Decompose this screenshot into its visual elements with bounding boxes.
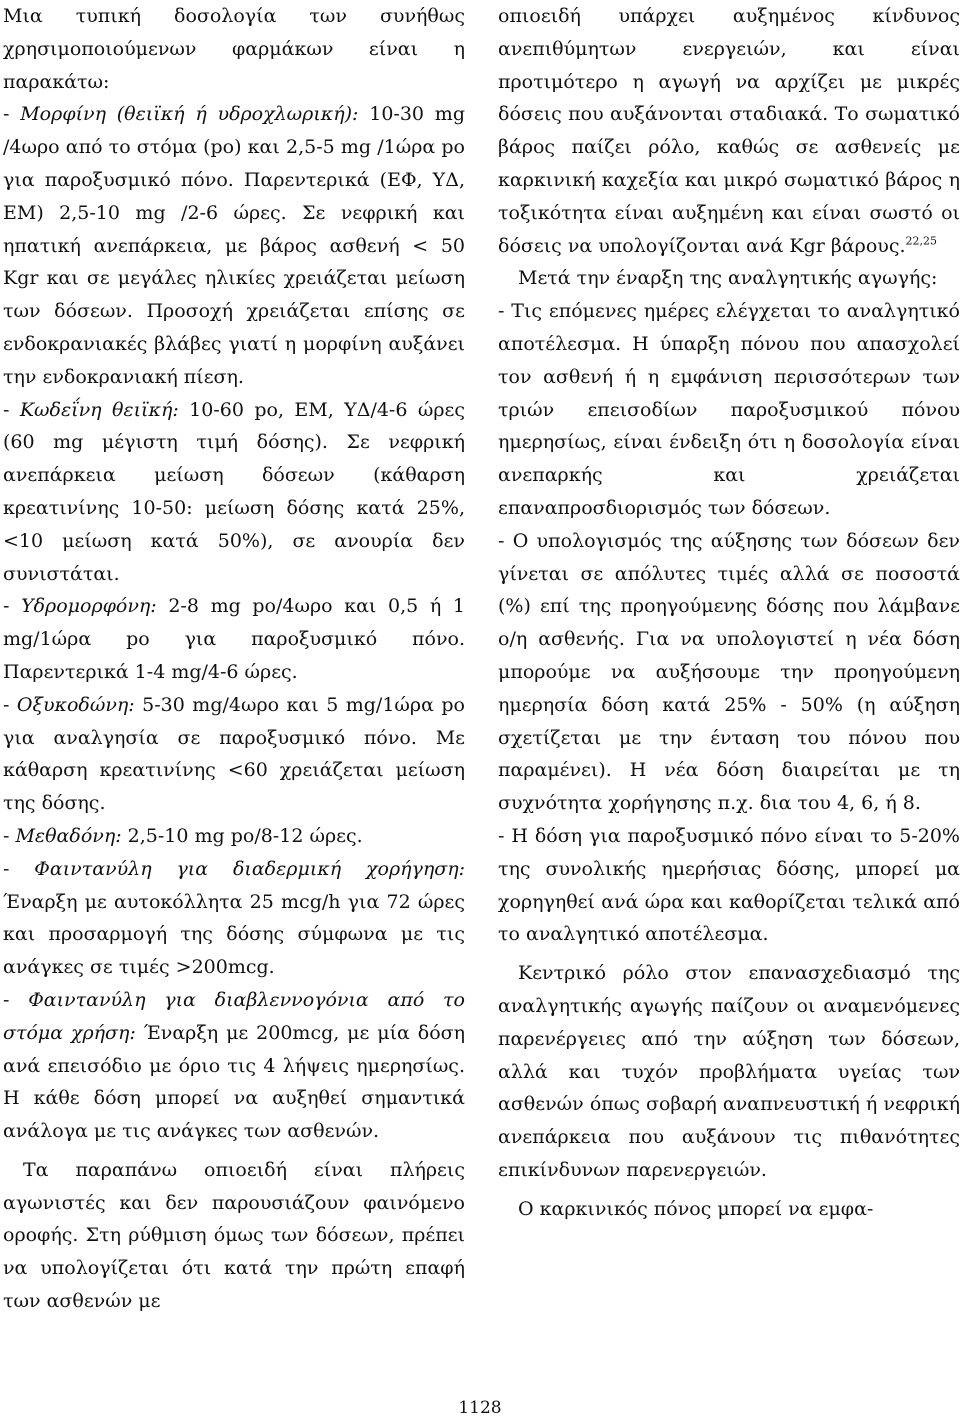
- morphine-text: 10-30 mg /4ωρο από το στόμα (po) και 2,5-5 mg /1ώρα po για παροξυσμικό πόνο. Παρεντερικά (ΕΦ, ΥΔ, ΕΜ) 2,5-10 mg /2-6 ώρες. Σε νεφρική και ηπατική ανεπάρκεια, με βάρος ασθενή < 50 Kgr και σε μεγάλες ηλικίες χρειάζεται μείωση των δόσεων. Προσοχή χρειάζεται επίσης σε ενδοκρανιακές βλάβες γιατί η μορφίνη αυξάνει την ενδοκρανιακή πίεση.: [3, 103, 465, 388]
- methadone-dosage: [3, 820, 465, 853]
- fentanyl-oral-text: Έναρξη με 200mcg, με μία δόση ανά επεισόδιο με όριο τις 4 λήψεις ημερησίως. Η κάθε δόση μπορεί να αυξηθεί σημαντικά ανάλογα με τις ανάγκες των ασθενών.: [3, 1021, 465, 1143]
- reference-superscript: 22,25: [905, 234, 938, 248]
- codeine-dosage: [3, 394, 465, 591]
- bullet-dash: -: [3, 103, 21, 126]
- intro-paragraph: Μια τυπική δοσολογία των συνήθως χρησιμοποιούμενων φαρμάκων είναι η παρακάτω:: [3, 5, 465, 93]
- fentanyl-transdermal-dosage: [3, 853, 465, 984]
- page-number: 1128: [458, 1398, 502, 1418]
- oxycodone-dosage: [3, 689, 465, 820]
- oxycodone-text: 5-30 mg/4ωρο και 5 mg/1ώρα po για αναλγησία σε παροξυσμικό πόνο. Με κάθαρση κρεατινίνης <60 χρειάζεται μείωση της δόσης.: [3, 693, 465, 815]
- bullet-dash: -: [3, 693, 17, 716]
- central-role-paragraph: Κεντρικό ρόλο στον επανασχεδιασμό της αναλγητικής αγωγής παίζουν οι αναμενόμενες παρενέργειες από την αύξηση των δόσεων, αλλά και τυχόν προβλήματα υγείας των ασθενών όπως σοβαρή αναπνευστική ή νεφρική ανεπάρκεια που αυξάνουν τις πιθανότητες επικίνδυνων παρενεργειών.: [498, 962, 960, 1181]
- bullet-dash: -: [3, 398, 20, 421]
- bullet-dash: -: [3, 595, 22, 618]
- bullet-dash: -: [3, 988, 29, 1011]
- left-column: [3, 0, 465, 1318]
- drug-name-codeine: Κωδεΐνη θειϊκή:: [19, 398, 179, 421]
- right-column: [498, 0, 960, 1225]
- continuation-text: οπιοειδή υπάρχει αυξημένος κίνδυνος ανεπιθύμητων ενεργειών, και είναι προτιμότερο η αγωγή να αρχίζει με μικρές δόσεις που αυξάνονται σταδιακά. Το σωματικό βάρος παίζει ρόλο, καθώς σε ασθενείς με καρκινική καχεξία και μικρό σωματικό βάρος η τοξικότητα είναι αυξημένη και είναι σωστό οι δόσεις να υπολογίζονται ανά Kgr βάρους.: [498, 5, 960, 257]
- fentanyl-oral-dosage: [3, 984, 465, 1148]
- after-start-paragraph: Μετά την έναρξη της αναλγητικής αγωγής:: [518, 267, 938, 290]
- drug-name-fentanyl-transdermal: Φαιντανύλη για διαδερμική χορήγηση:: [34, 857, 465, 880]
- drug-name-methadone: Μεθαδόνη:: [15, 824, 122, 847]
- drug-name-hydromorphone: Υδρομορφόνη:: [21, 595, 157, 618]
- hydromorphone-dosage: [3, 590, 465, 688]
- hydromorphone-text: 2-8 mg po/4ωρο και 0,5 ή 1 mg/1ώρα po για παροξυσμικό πόνο. Παρεντερικά 1-4 mg/4-6 ώρες.: [3, 595, 465, 683]
- bullet-analgesic-effect: - Τις επόμενες ημέρες ελέγχεται το αναλγητικό αποτέλεσμα. Η ύπαρξη πόνου που απασχολεί τον ασθενή ή η εμφάνιση περισσότερων των τριών επεισοδίων παροξυσμικού πόνου ημερησίως, είναι ένδειξη ότι η δοσολογία είναι ανεπαρκής και χρειάζεται επαναπροσδιορισμός των δόσεων.: [498, 300, 960, 519]
- methadone-text: 2,5-10 mg po/8-12 ώρες.: [121, 824, 363, 847]
- codeine-text: 10-60 po, ΕΜ, ΥΔ/4-6 ώρες (60 mg μέγιστη τιμή δόσης). Σε νεφρική ανεπάρκεια μείωση δόσεων (κάθαρση κρεατινίνης 10-50: μείωση δόσης κατά 25%, <10 μείωση κατά 50%), σε ανουρία δεν συνιστάται.: [3, 398, 465, 585]
- drug-name-fentanyl-oral: Φαιντανύλη για διαβλεννογόνια από το στόμα χρήση:: [3, 988, 465, 1044]
- bullet-dose-increase: - Ο υπολογισμός της αύξησης των δόσεων δεν γίνεται σε απόλυτες τιμές αλλά σε ποσοστά (%) επί της προηγούμενης δόσης που λάμβανε ο/η ασθενής. Για να υπολογιστεί η νέα δόση μπορούμε να αυξήσουμε την προηγούμενη ημερησία δόση κατά 25% - 50% (η αύξηση σχετίζεται με την ένταση του πόνου που παραμένει). Η νέα δόση διαιρείται με τη συχνότητα χορήγησης π.χ. δια του 4, 6, ή 8.: [498, 529, 960, 815]
- morphine-dosage: [3, 98, 465, 393]
- agonists-paragraph: Τα παραπάνω οπιοειδή είναι πλήρεις αγωνιστές και δεν παρουσιάζουν φαινόμενο οροφής. Στη ρύθμιση όμως των δόσεων, πρέπει να υπολογίζεται ότι κατά την πρώτη επαφή των ασθενών με: [3, 1158, 465, 1313]
- bullet-dash: -: [3, 857, 35, 880]
- bullet-dash: -: [3, 824, 16, 847]
- drug-name-oxycodone: Οξυκοδώνη:: [16, 693, 135, 716]
- fentanyl-transdermal-text: Έναρξη με αυτοκόλλητα 25 mcg/h για 72 ώρες και προσαρμογή της δόσης σύμφωνα με τις ανάγκες σε τιμές >200mcg.: [3, 890, 465, 979]
- drug-name-morphine: Μορφίνη (θειϊκή ή υδροχλωρική):: [20, 103, 359, 126]
- bullet-breakthrough-dose: - Η δόση για παροξυσμικό πόνο είναι το 5-20% της συνολικής ημερήσιας δόσης, μπορεί μα χορηγηθεί ανά ώρα και καθορίζεται τελικά από το αναλγητικό αποτέλεσμα.: [498, 824, 960, 946]
- last-line-paragraph: Ο καρκινικός πόνος μπορεί να εμφα-: [518, 1197, 874, 1220]
- continuation-paragraph: [498, 0, 960, 262]
